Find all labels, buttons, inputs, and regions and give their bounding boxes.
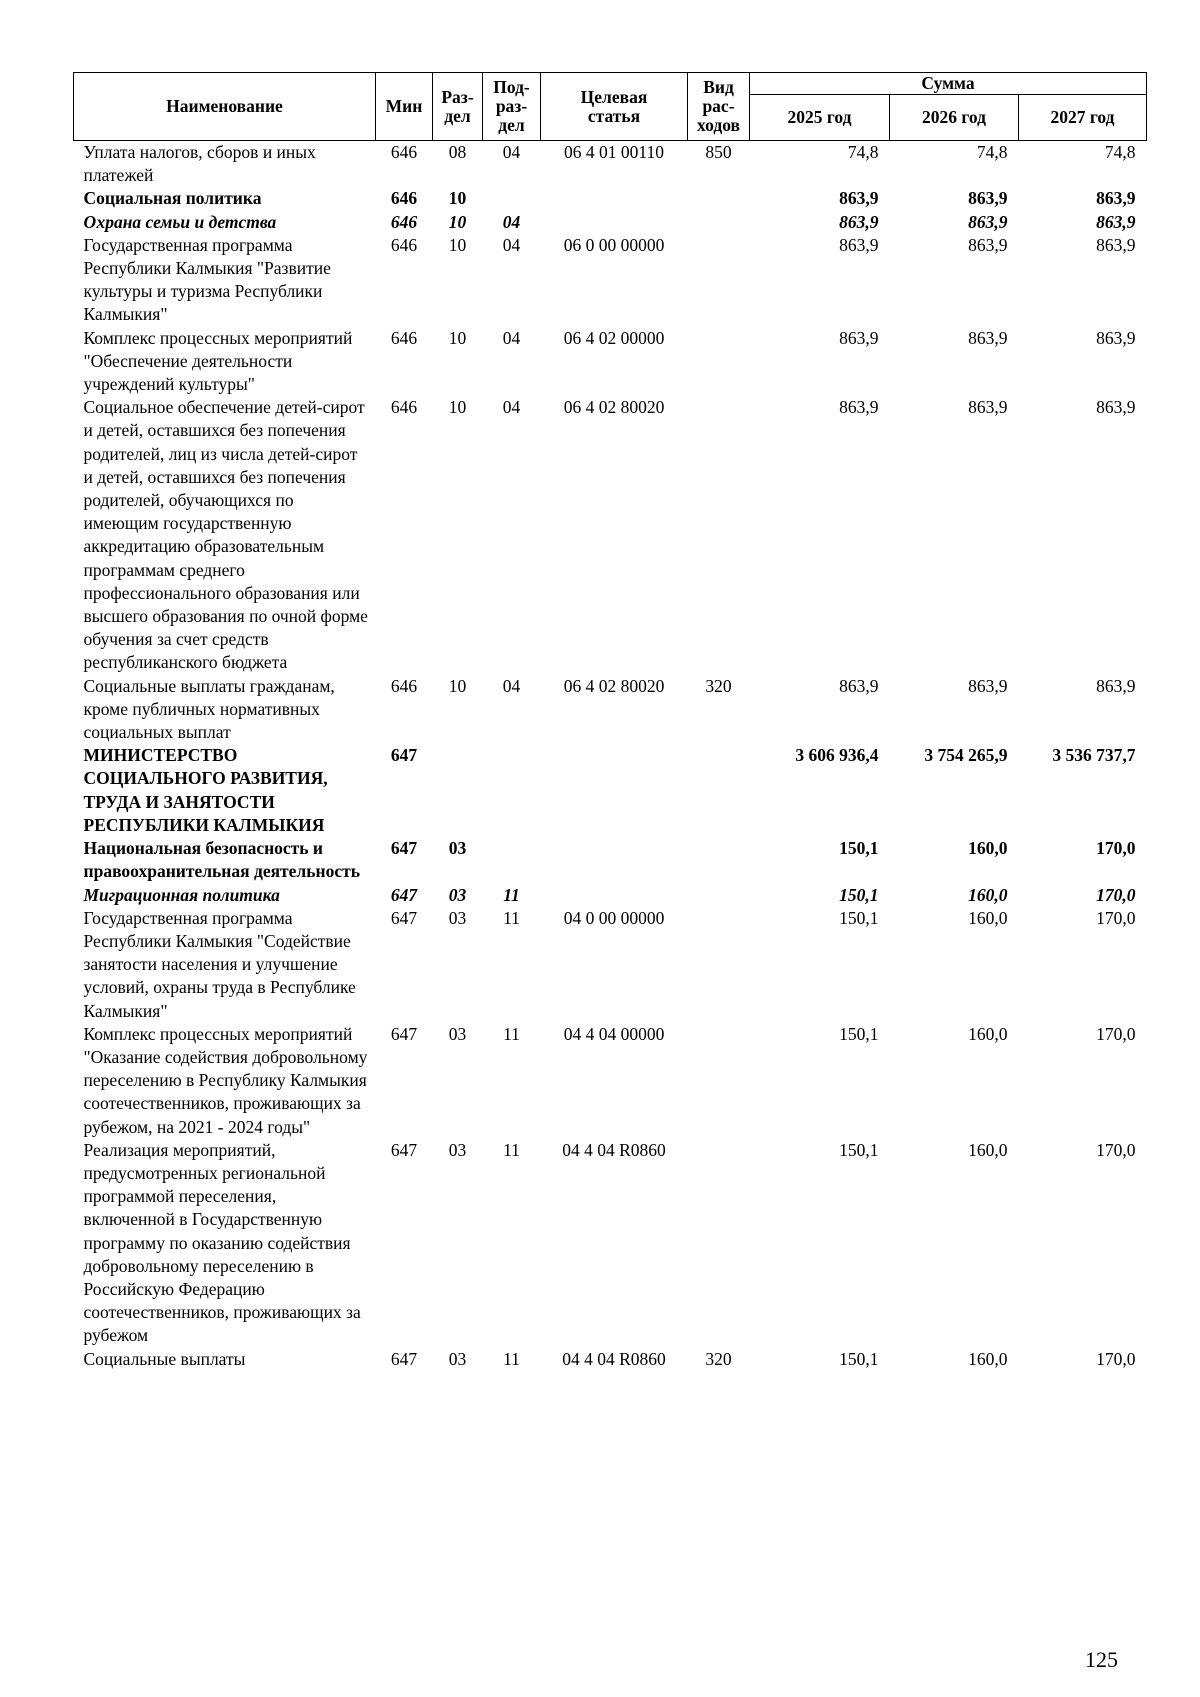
row-name-cell: МИНИСТЕРСТВО СОЦИАЛЬНОГО РАЗВИТИЯ, ТРУДА И ЗАНЯТОСТИ РЕСПУБЛИКИ КАЛМЫКИЯ xyxy=(83,745,328,835)
row-vid-cell xyxy=(688,907,750,1023)
row-min-cell: 646 xyxy=(390,142,418,162)
row-min-cell: 647 xyxy=(390,1023,418,1044)
row-sum-2026-cell: 160,0 xyxy=(968,1023,1008,1044)
row-min-cell: 646 xyxy=(390,327,418,348)
table-row xyxy=(74,675,1147,745)
row-vid-cell xyxy=(688,327,750,397)
row-sum-2026-cell: 863,9 xyxy=(968,234,1008,255)
table-row xyxy=(74,327,1147,397)
row-name-cell: Социальные выплаты xyxy=(83,1348,246,1369)
row-podrazdel-cell: 04 xyxy=(502,675,521,696)
row-podrazdel-cell: 11 xyxy=(503,1023,520,1044)
row-razdel-cell: 10 xyxy=(448,675,467,696)
row-sum-2025-cell: 150,1 xyxy=(839,884,879,905)
row-sum-2026-cell: 160,0 xyxy=(968,907,1008,928)
row-sum-2027-cell: 170,0 xyxy=(1096,1348,1136,1369)
row-name-cell: Комплекс процессных мероприятий "Обеспечение деятельности учреждений культуры" xyxy=(83,327,353,395)
row-sum-2025-cell: 863,9 xyxy=(839,327,879,348)
row-razdel-cell: 03 xyxy=(448,838,467,859)
row-sum-2027-cell: 170,0 xyxy=(1096,838,1136,859)
row-sum-2026-cell: 160,0 xyxy=(968,1348,1008,1369)
row-vid-cell xyxy=(688,1139,750,1348)
row-podrazdel-cell xyxy=(483,187,541,210)
row-celevaya-cell: 06 0 00 00000 xyxy=(563,234,665,255)
row-vid-cell xyxy=(688,211,750,234)
row-vid-cell xyxy=(688,884,750,907)
row-celevaya-cell xyxy=(541,744,688,837)
row-podrazdel-cell: 04 xyxy=(502,397,521,418)
row-podrazdel-cell: 11 xyxy=(503,884,520,905)
row-vid-cell xyxy=(688,1023,750,1139)
row-sum-2025-cell: 863,9 xyxy=(839,211,879,232)
row-podrazdel-cell: 04 xyxy=(502,234,521,255)
row-name-cell: Государственная программа Республики Калмыкия "Развитие культуры и туризма Республики Калмыкия" xyxy=(83,234,331,325)
header-razdel: Раз- дел xyxy=(433,73,483,141)
header-podrazdel: Под- раз- дел xyxy=(483,73,541,141)
row-razdel-cell: 03 xyxy=(448,1348,467,1369)
row-min-cell: 647 xyxy=(390,884,418,905)
row-name-cell: Социальное обеспечение детей-сирот и детей, оставшихся без попечения родителей, лиц из числа детей-сирот и детей, оставшихся без попечения родителей, обучающихся по имеющим государственную аккредитацию образовательным программам среднего профессионального образования или высшего образования по очной форме обучения за счет средств республиканского бюджета xyxy=(83,397,368,673)
table-row xyxy=(74,234,1147,327)
row-sum-2026-cell: 863,9 xyxy=(968,188,1008,209)
row-razdel-cell: 08 xyxy=(448,142,467,162)
row-sum-2025-cell: 150,1 xyxy=(839,838,879,859)
row-min-cell: 647 xyxy=(390,1139,418,1160)
row-sum-2025-cell: 863,9 xyxy=(839,397,879,418)
row-podrazdel-cell: 11 xyxy=(503,907,520,928)
row-celevaya-cell: 06 4 01 00110 xyxy=(564,142,664,162)
row-razdel-cell: 10 xyxy=(448,327,467,348)
row-sum-2026-cell: 74,8 xyxy=(976,142,1008,162)
row-sum-2025-cell: 150,1 xyxy=(839,1348,879,1369)
row-sum-2027-cell: 863,9 xyxy=(1096,397,1136,418)
row-name-cell: Социальная политика xyxy=(83,188,262,209)
row-vid-cell xyxy=(688,837,750,883)
row-sum-2027-cell: 863,9 xyxy=(1096,188,1136,209)
row-celevaya-cell: 06 4 02 80020 xyxy=(563,675,665,696)
row-razdel-cell: 10 xyxy=(448,234,467,255)
row-sum-2026-cell: 3 754 265,9 xyxy=(924,745,1008,766)
budget-table xyxy=(73,72,1147,1371)
row-min-cell: 646 xyxy=(390,211,418,232)
header-vid: Вид рас- ходов xyxy=(688,73,750,141)
row-podrazdel-cell: 11 xyxy=(503,1348,520,1369)
row-name-cell: Национальная безопасность и правоохранительная деятельность xyxy=(83,838,360,882)
row-min-cell: 646 xyxy=(390,675,418,696)
row-name-cell: Государственная программа Республики Калмыкия "Содействие занятости населения и улучшение условий, охраны труда в Республике Калмыкия" xyxy=(83,907,356,1021)
header-name: Наименование xyxy=(74,73,376,141)
row-min-cell: 647 xyxy=(390,907,418,928)
row-sum-2027-cell: 170,0 xyxy=(1096,907,1136,928)
row-vid-cell xyxy=(688,234,750,327)
row-sum-2026-cell: 863,9 xyxy=(968,397,1008,418)
row-celevaya-cell xyxy=(541,187,688,210)
row-sum-2025-cell: 150,1 xyxy=(839,1023,879,1044)
header-summa: Сумма xyxy=(750,73,1147,95)
row-sum-2027-cell: 863,9 xyxy=(1096,675,1136,696)
table-row xyxy=(74,141,1147,188)
row-name-cell: Реализация мероприятий, предусмотренных региональной программой переселения, включенной в Государственную программу по оказанию содействия добровольному переселению в Российскую Федерацию соотечественников, проживающих за рубежом xyxy=(83,1139,361,1346)
row-name-cell: Комплекс процессных мероприятий "Оказание содействия добровольному переселению в Республику Калмыкия соотечественников, проживающих за рубежом, на 2021 - 2024 годы" xyxy=(83,1023,368,1137)
row-sum-2027-cell: 74,8 xyxy=(1104,142,1136,162)
row-razdel-cell: 03 xyxy=(448,907,467,928)
row-min-cell: 647 xyxy=(390,745,418,766)
row-sum-2027-cell: 170,0 xyxy=(1096,1139,1136,1160)
row-sum-2027-cell: 863,9 xyxy=(1096,234,1136,255)
table-row xyxy=(74,1023,1147,1139)
row-sum-2025-cell: 3 606 936,4 xyxy=(795,745,879,766)
row-celevaya-cell: 04 4 04 R0860 xyxy=(562,1139,666,1160)
row-sum-2027-cell: 170,0 xyxy=(1096,1023,1136,1044)
row-vid-cell: 320 xyxy=(705,1348,732,1369)
row-name-cell: Миграционная политика xyxy=(83,884,280,905)
table-row xyxy=(74,744,1147,837)
row-name-cell: Социальные выплаты гражданам, кроме публичных нормативных социальных выплат xyxy=(83,675,335,743)
table-row xyxy=(74,1348,1147,1371)
row-vid-cell xyxy=(688,187,750,210)
header-year-2025: 2025 год xyxy=(750,95,890,141)
table-row xyxy=(74,907,1147,1023)
row-celevaya-cell xyxy=(541,211,688,234)
table-row xyxy=(74,837,1147,883)
row-sum-2027-cell: 863,9 xyxy=(1096,211,1136,232)
row-celevaya-cell xyxy=(541,837,688,883)
row-razdel-cell: 03 xyxy=(448,1023,467,1044)
row-razdel-cell: 10 xyxy=(448,211,467,232)
row-podrazdel-cell xyxy=(483,744,541,837)
row-sum-2026-cell: 863,9 xyxy=(968,327,1008,348)
row-sum-2025-cell: 150,1 xyxy=(839,1139,879,1160)
row-sum-2025-cell: 863,9 xyxy=(839,675,879,696)
row-sum-2026-cell: 160,0 xyxy=(968,884,1008,905)
row-celevaya-cell: 06 4 02 80020 xyxy=(563,397,665,418)
row-vid-cell xyxy=(688,396,750,674)
table-row xyxy=(74,1139,1147,1348)
row-vid-cell: 320 xyxy=(705,675,732,696)
table-row xyxy=(74,396,1147,674)
table-row xyxy=(74,187,1147,210)
row-razdel-cell: 10 xyxy=(448,397,467,418)
row-podrazdel-cell xyxy=(483,837,541,883)
row-razdel-cell: 03 xyxy=(448,1139,467,1160)
row-name-cell: Уплата налогов, сборов и иных платежей xyxy=(83,142,316,186)
page-number: 125 xyxy=(1085,1647,1118,1672)
row-min-cell: 647 xyxy=(390,1348,418,1369)
row-sum-2026-cell: 160,0 xyxy=(968,1139,1008,1160)
row-celevaya-cell xyxy=(541,884,688,907)
header-year-2026: 2026 год xyxy=(890,95,1019,141)
row-razdel-cell: 03 xyxy=(448,884,467,905)
row-min-cell: 646 xyxy=(390,397,418,418)
row-sum-2026-cell: 160,0 xyxy=(968,838,1008,859)
row-sum-2025-cell: 150,1 xyxy=(839,907,879,928)
row-sum-2025-cell: 863,9 xyxy=(839,188,879,209)
row-sum-2027-cell: 3 536 737,7 xyxy=(1052,745,1136,766)
table-row xyxy=(74,884,1147,907)
row-podrazdel-cell: 04 xyxy=(502,327,521,348)
row-sum-2026-cell: 863,9 xyxy=(968,675,1008,696)
row-razdel-cell: 10 xyxy=(448,188,467,209)
row-min-cell: 647 xyxy=(390,838,418,859)
row-celevaya-cell: 04 4 04 00000 xyxy=(563,1023,665,1044)
header-year-2027: 2027 год xyxy=(1019,95,1147,141)
row-sum-2025-cell: 74,8 xyxy=(847,142,879,162)
row-razdel-cell xyxy=(433,744,483,837)
row-podrazdel-cell: 11 xyxy=(503,1139,520,1160)
table-row xyxy=(74,211,1147,234)
row-vid-cell: 850 xyxy=(705,142,732,162)
row-celevaya-cell: 06 4 02 00000 xyxy=(563,327,665,348)
row-name-cell: Охрана семьи и детства xyxy=(83,211,277,232)
row-podrazdel-cell: 04 xyxy=(502,142,521,162)
row-sum-2027-cell: 863,9 xyxy=(1096,327,1136,348)
row-min-cell: 646 xyxy=(390,188,418,209)
row-sum-2026-cell: 863,9 xyxy=(968,211,1008,232)
header-celevaya: Целевая статья xyxy=(541,73,688,141)
row-celevaya-cell: 04 4 04 R0860 xyxy=(562,1348,666,1369)
row-sum-2025-cell: 863,9 xyxy=(839,234,879,255)
header-min: Мин xyxy=(376,73,433,141)
table-body xyxy=(74,141,1147,1371)
row-min-cell: 646 xyxy=(390,234,418,255)
table-header xyxy=(74,73,1147,141)
row-celevaya-cell: 04 0 00 00000 xyxy=(563,907,665,928)
row-sum-2027-cell: 170,0 xyxy=(1096,884,1136,905)
row-podrazdel-cell: 04 xyxy=(502,211,521,232)
row-vid-cell xyxy=(688,744,750,837)
